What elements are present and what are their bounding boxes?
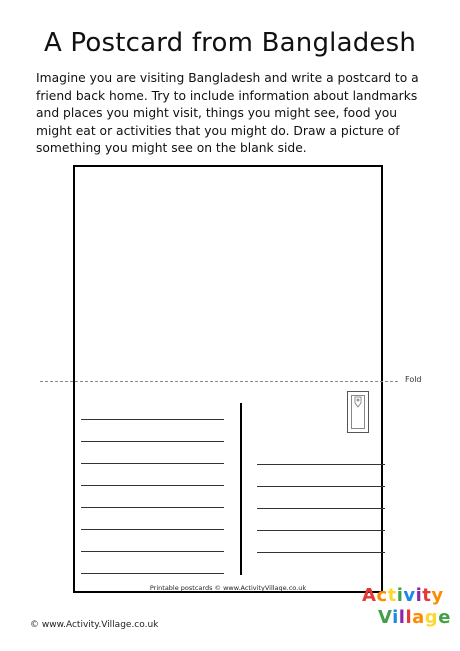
address-line	[257, 486, 385, 487]
message-line	[81, 419, 224, 420]
message-line	[81, 463, 224, 464]
message-line	[81, 507, 224, 508]
stamp-icon	[353, 396, 363, 408]
fold-line	[40, 381, 398, 382]
message-line	[81, 573, 224, 574]
instructions-text: Imagine you are visiting Bangladesh and write a postcard to a friend back home. Try to include information about landmarks and places you might visit, things you might see, food you might eat or activities that you might do. Draw a picture of something you might see on the blank side.	[36, 71, 419, 155]
logo-word-village: Village	[378, 607, 451, 628]
address-line	[257, 508, 385, 509]
message-line	[81, 551, 224, 552]
message-line	[81, 441, 224, 442]
site-credit: © www.Activity.Village.co.uk	[30, 620, 159, 630]
address-line	[257, 530, 385, 531]
postcard-divider	[240, 403, 242, 575]
message-line	[81, 485, 224, 486]
message-line	[81, 529, 224, 530]
stamp-box	[347, 391, 369, 433]
address-line	[257, 464, 385, 465]
page-title: A Postcard from Bangladesh	[43, 28, 417, 58]
fold-label: Fold	[405, 375, 422, 384]
address-line	[257, 552, 385, 553]
postcard-credit: Printable postcards © www.ActivityVillage.co.uk	[149, 584, 307, 592]
logo-word-activity: Activity	[362, 585, 444, 606]
activity-village-logo	[360, 585, 452, 641]
